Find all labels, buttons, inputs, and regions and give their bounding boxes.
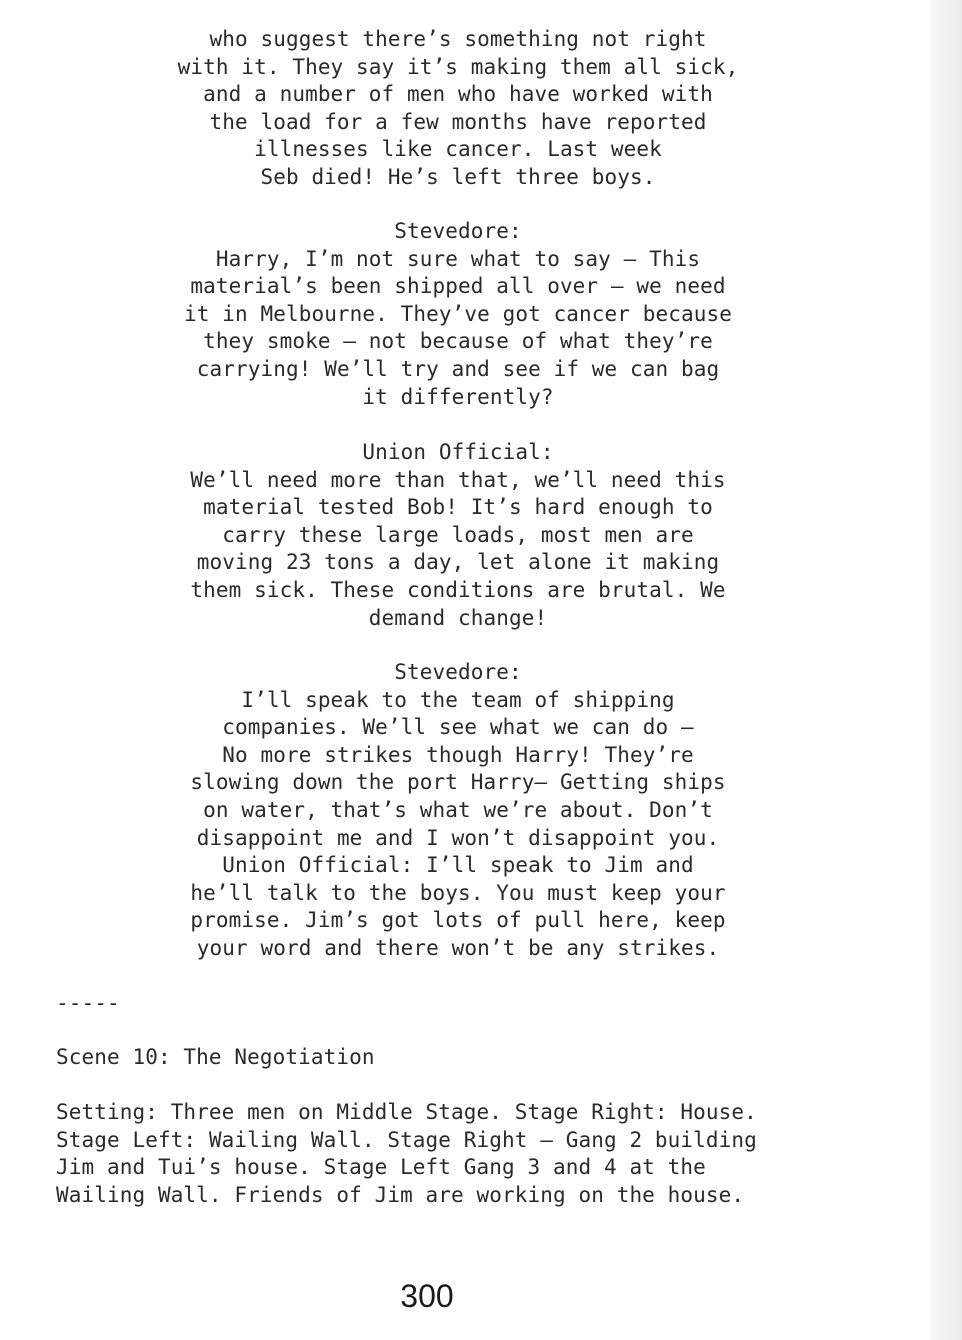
dialogue-line: material’s been shipped all over — we need	[190, 274, 726, 299]
dialogue-line: it differently?	[362, 384, 554, 409]
dialogue-continued	[56, 26, 860, 192]
speaker-name: Stevedore:	[394, 219, 522, 243]
dialogue-line: No more strikes though Harry! They’re	[222, 742, 694, 767]
page-edge-shadow	[930, 0, 962, 1340]
scene-heading-block	[56, 1044, 876, 1072]
dialogue-line: Seb died! He’s left three boys.	[260, 164, 656, 189]
dialogue-line: disappoint me and I won’t disappoint you.	[196, 825, 720, 850]
speaker-name: Stevedore:	[394, 660, 522, 684]
dialogue-line: they smoke — not because of what they’re	[203, 329, 713, 354]
dialogue-line: illnesses like cancer. Last week	[254, 137, 662, 162]
dialogue-line: on water, that’s what we’re about. Don’t	[203, 797, 713, 822]
dialogue-line: and a number of men who have worked with	[203, 82, 713, 107]
dialogue-stevedore-2	[56, 659, 860, 963]
dialogue-line: the load for a few months have reported	[209, 109, 707, 134]
scene-heading: Scene 10: The Negotiation	[56, 1045, 375, 1069]
dialogue-line: We’ll need more than that, we’ll need this	[190, 467, 726, 492]
dialogue-union-official	[56, 439, 860, 632]
dialogue-line: he’ll talk to the boys. You must keep your	[190, 880, 726, 905]
dialogue-line: companies. We’ll see what we can do —	[222, 715, 694, 740]
dialogue-line: I’ll speak to the team of shipping	[241, 687, 675, 712]
dialogue-line: Union Official: I’ll speak to Jim and	[222, 853, 694, 878]
speaker-name: Union Official:	[362, 440, 554, 464]
scene-separator-block	[56, 990, 876, 1018]
setting-line: Stage Left: Wailing Wall. Stage Right — Gang 2 building	[56, 1127, 757, 1152]
dialogue-line: your word and there won’t be any strikes.	[196, 935, 720, 960]
page-number: 300	[400, 1278, 454, 1314]
scene-separator: -----	[56, 991, 120, 1015]
dialogue-line: slowing down the port Harry— Getting ships	[190, 770, 726, 795]
dialogue-line: them sick. These conditions are brutal. We	[190, 577, 726, 602]
dialogue-line: it in Melbourne. They’ve got cancer because	[184, 301, 732, 326]
scene-setting	[56, 1099, 876, 1209]
setting-line: Wailing Wall. Friends of Jim are working on the house.	[56, 1182, 745, 1207]
dialogue-line: with it. They say it’s making them all sick,	[177, 54, 739, 79]
dialogue-line: moving 23 tons a day, let alone it making	[196, 550, 720, 575]
dialogue-line: carry these large loads, most men are	[222, 522, 694, 547]
dialogue-line: who suggest there’s something not right	[209, 27, 707, 51]
dialogue-stevedore-1	[56, 218, 860, 411]
dialogue-line: promise. Jim’s got lots of pull here, keep	[190, 908, 726, 933]
dialogue-line: material tested Bob! It’s hard enough to	[203, 495, 713, 520]
setting-line: Jim and Tui’s house. Stage Left Gang 3 and 4 at the	[56, 1155, 706, 1180]
dialogue-line: demand change!	[368, 605, 548, 630]
dialogue-line: Harry, I’m not sure what to say — This	[215, 246, 701, 271]
setting-line: Setting: Three men on Middle Stage. Stage Right: House.	[56, 1100, 757, 1124]
dialogue-line: carrying! We’ll try and see if we can bag	[196, 356, 720, 381]
